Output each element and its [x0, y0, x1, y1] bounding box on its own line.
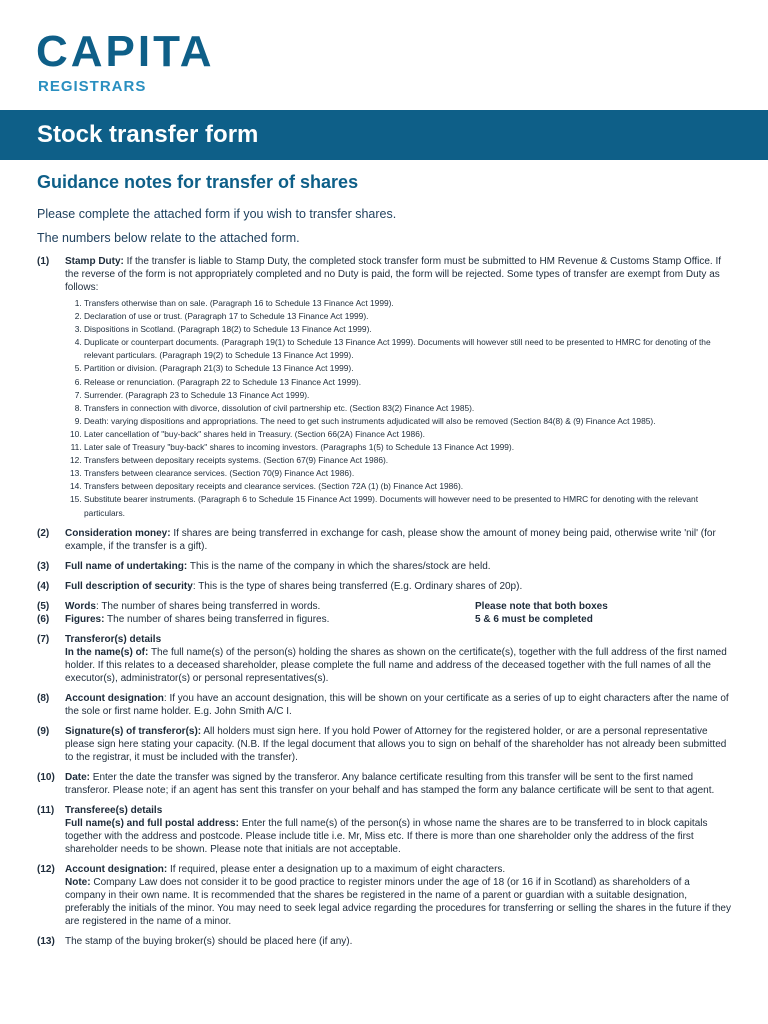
note-label: Figures:	[65, 613, 105, 625]
note-13	[37, 935, 731, 948]
note-number: (7)	[37, 633, 50, 645]
note-label: Account designation	[65, 692, 164, 704]
list-item: 12. Transfers between depositary receipts systems. (Section 67(9) Finance Act 1986).	[84, 454, 731, 467]
note-7	[37, 633, 731, 685]
note-number: (13)	[37, 935, 55, 947]
note-number: (12)	[37, 863, 55, 875]
note-text: Enter the date the transfer was signed by the transferor. Any balance certificate resulting from this transfer will be sent to the first named transferor. Please note; if an agent has sent this transfer on your behalf and has stamped the form any balance certificate will be sent to that agent.	[65, 771, 715, 796]
note-sublabel: Full name(s) and full postal address:	[65, 817, 239, 829]
boxes-note-line-1: Please note that both boxes	[475, 600, 608, 612]
note-label: Consideration money:	[65, 527, 171, 539]
page-title: Stock transfer form	[37, 121, 259, 148]
note-9	[37, 725, 731, 764]
guidance-heading: Guidance notes for transfer of shares	[37, 172, 359, 192]
note-sublabel: Note:	[65, 876, 91, 888]
logo-subtitle: REGISTRARS	[38, 78, 147, 95]
note-number: (11)	[37, 804, 55, 816]
note-number: (1)	[37, 256, 50, 267]
list-item: 4. Duplicate or counterpart documents. (Paragraph 19(1) to Schedule 13 Finance Act 1999). Documents will however still need to be presented to HMRC for denoting of the relevant particulars. (Paragraph 19(2) to Schedule 13 Finance Act 1999).	[84, 336, 731, 362]
note-text: : The number of shares being transferred in words.	[95, 600, 321, 612]
note-number: (6)	[37, 613, 50, 625]
list-item: 5. Partition or division. (Paragraph 21(3) to Schedule 13 Finance Act 1999).	[84, 362, 731, 375]
note-label: Words	[65, 600, 96, 612]
note-12	[37, 863, 731, 928]
note-number: (10)	[37, 771, 55, 783]
note-label: Transferor(s) details	[65, 633, 162, 645]
note-10	[37, 771, 731, 797]
note-label: Stamp Duty:	[65, 256, 124, 267]
list-item: 1. Transfers otherwise than on sale. (Paragraph 16 to Schedule 13 Finance Act 1999).	[84, 297, 731, 310]
list-item: 11. Later sale of Treasury "buy-back" shares to incoming investors. (Paragraphs 1(5) to Schedule 13 Finance Act 1999).	[84, 441, 731, 454]
list-item: 3. Dispositions in Scotland. (Paragraph 18(2) to Schedule 13 Finance Act 1999).	[84, 323, 731, 336]
note-label: Account designation:	[65, 863, 168, 875]
note-text-2: Company Law does not consider it to be good practice to register minors under the age of 18 (or 16 if in Scotland) as shareholders of a company in their own name. It is recommended that the shares be registered in the name of a parent or guardian with a suitable designation, preferably the initials of the minor. You may need to seek legal advice regarding the procedures for transferring or selling the shares in the future if they are registered in the name of a minor.	[65, 876, 731, 927]
note-text: If shares are being transferred in exchange for cash, please show the amount of money being paid, otherwise write 'nil' (for example, if the transfer is a gift).	[65, 527, 716, 552]
note-number: (5)	[37, 600, 50, 612]
list-item: 10. Later cancellation of "buy-back" shares held in Treasury. (Section 66(2A) Finance Act 1986).	[84, 428, 731, 441]
note-sublabel: In the name(s) of:	[65, 646, 149, 658]
intro-text-1: Please complete the attached form if you wish to transfer shares.	[37, 207, 397, 221]
note-text: The stamp of the buying broker(s) should be placed here (if any).	[65, 935, 353, 947]
boxes-note-line-2: 5 & 6 must be completed	[475, 613, 593, 625]
guidance-notes	[37, 172, 731, 955]
note-label: Date:	[65, 771, 91, 783]
note-2	[37, 527, 731, 553]
note-label: Signature(s) of transferor(s):	[65, 725, 202, 737]
note-text: All holders must sign here. If you hold Power of Attorney for the registered holder, or are a personal representative please sign here stating your capacity. (N.B. If the legal document that allows you to sign on behalf of the shareholder has not already been submitted to the registrar, it must be included with the transfer).	[65, 725, 727, 763]
logo-wordmark: CAPITA	[36, 27, 215, 76]
note-11	[37, 804, 731, 856]
note-3	[37, 560, 731, 573]
list-item: 9. Death: varying dispositions and appropriations. The need to get such instruments adjudicated will also be removed (Section 84(8) & (9) Finance Act 1985).	[84, 415, 731, 428]
list-item: 6. Release or renunciation. (Paragraph 22 to Schedule 13 Finance Act 1999).	[84, 376, 731, 389]
note-label: Full description of security	[65, 580, 193, 592]
note-text: : This is the type of shares being transferred (E.g. Ordinary shares of 20p).	[192, 580, 523, 592]
note-text: If required, please enter a designation up to a maximum of eight characters.	[167, 863, 506, 875]
note-5-6	[37, 600, 731, 626]
note-text: The number of shares being transferred in figures.	[104, 613, 330, 625]
note-number: (3)	[37, 560, 50, 572]
note-label: Transferee(s) details	[65, 804, 163, 816]
exemption-list	[65, 297, 731, 520]
note-number: (2)	[37, 527, 50, 539]
note-text: This is the name of the company in which the shares/stock are held.	[187, 560, 491, 572]
note-8	[37, 692, 731, 718]
list-item: 2. Declaration of use or trust. (Paragraph 17 to Schedule 13 Finance Act 1999).	[84, 310, 731, 323]
note-number: (9)	[37, 725, 50, 737]
intro-text-2: The numbers below relate to the attached form.	[37, 231, 300, 245]
note-text: Enter the full name(s) of the person(s) in whose name the shares are to be transferred to in block capitals together with the address and postcode. Please include title i.e. Mr, Miss etc. If there is more than one shareholder only the address of the first shareholder needs to be shown. Please note that initials are not acceptable.	[65, 817, 708, 855]
note-text: The full name(s) of the person(s) holding the shares as shown on the certificate(s), together with the full address of the first named holder. If this relates to a deceased shareholder, please complete the full name and address of the deceased together with the full names of all the executor(s), administrator(s) or personal representatives(s).	[65, 646, 727, 684]
list-item: 13. Transfers between clearance services. (Section 70(9) Finance Act 1986).	[84, 467, 731, 480]
note-text: : If you have an account designation, this will be shown on your certificate as a series of up to eight characters after the name of the sole or first name holder. E.g. John Smith A/C I.	[65, 692, 729, 717]
list-item: 8. Transfers in connection with divorce, dissolution of civil partnership etc. (Section 83(2) Finance Act 1985).	[84, 402, 731, 415]
title-banner	[0, 110, 768, 160]
note-label: Full name of undertaking:	[65, 560, 188, 572]
note-1	[37, 255, 731, 520]
note-4	[37, 580, 731, 593]
note-number: (8)	[37, 692, 50, 704]
list-item: 15. Substitute bearer instruments. (Paragraph 6 to Schedule 15 Finance Act 1999). Documents will however need to be presented to HMRC for denoting with the relevant particulars.	[84, 493, 731, 519]
list-item: 7. Surrender. (Paragraph 23 to Schedule 13 Finance Act 1999).	[84, 389, 731, 402]
capita-logo	[36, 27, 215, 95]
note-number: (4)	[37, 580, 50, 592]
note-text: If the transfer is liable to Stamp Duty, the completed stock transfer form must be submitted to HM Revenue & Customs Stamp Office. If the reverse of the form is not appropriately completed and no Duty is paid, the form will be rejected. Some types of transfer are exempt from Duty as follows:	[65, 256, 722, 293]
list-item: 14. Transfers between depositary receipts and clearance services. (Section 72A (1) (b) Finance Act 1986).	[84, 480, 731, 493]
